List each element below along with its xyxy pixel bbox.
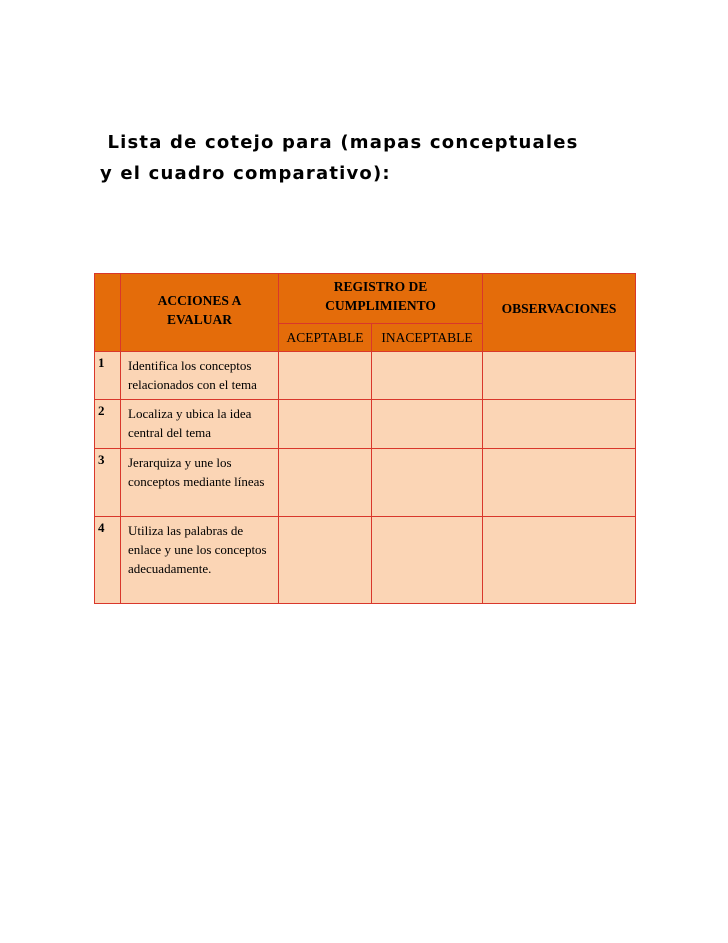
row-accion: Jerarquiza y une los conceptos mediante líneas <box>121 449 279 517</box>
header-acciones-cell <box>121 274 279 352</box>
header-inaceptable: INACEPTABLE <box>381 329 473 345</box>
table-row <box>95 449 636 517</box>
header-acciones: ACCIONES A EVALUAR <box>157 292 242 327</box>
header-number-cell <box>95 274 121 352</box>
row-number: 2 <box>95 400 121 449</box>
header-aceptable-cell <box>279 324 372 352</box>
row-observaciones <box>483 517 636 604</box>
row-number: 4 <box>95 517 121 604</box>
header-registro-cell <box>279 274 483 324</box>
row-number: 1 <box>95 352 121 400</box>
row-accion: Utiliza las palabras de enlace y une los conceptos adecuadamente. <box>121 517 279 604</box>
row-inaceptable <box>372 517 483 604</box>
row-observaciones <box>483 352 636 400</box>
title-line-1: Lista de cotejo para (mapas conceptuales <box>100 132 579 153</box>
row-accion: Identifica los conceptos relacionados con el tema <box>121 352 279 400</box>
row-inaceptable <box>372 400 483 449</box>
table-row <box>95 400 636 449</box>
title-line-2: y el cuadro comparativo): <box>100 163 391 184</box>
row-aceptable <box>279 352 372 400</box>
checklist-table <box>94 273 636 604</box>
row-inaceptable <box>372 352 483 400</box>
header-observaciones: OBSERVACIONES <box>501 301 617 316</box>
header-observaciones-cell <box>483 274 636 352</box>
header-aceptable: ACEPTABLE <box>286 329 364 345</box>
row-accion: Localiza y ubica la idea central del tema <box>121 400 279 449</box>
row-inaceptable <box>372 449 483 517</box>
document-title <box>100 127 660 189</box>
row-observaciones <box>483 449 636 517</box>
row-aceptable <box>279 449 372 517</box>
header-registro: REGISTRO DE CUMPLIMIENTO <box>325 279 436 313</box>
header-row-top <box>95 274 636 324</box>
row-aceptable <box>279 517 372 604</box>
row-number: 3 <box>95 449 121 517</box>
table-row <box>95 352 636 400</box>
table-row <box>95 517 636 604</box>
header-inaceptable-cell <box>372 324 483 352</box>
row-observaciones <box>483 400 636 449</box>
row-aceptable <box>279 400 372 449</box>
